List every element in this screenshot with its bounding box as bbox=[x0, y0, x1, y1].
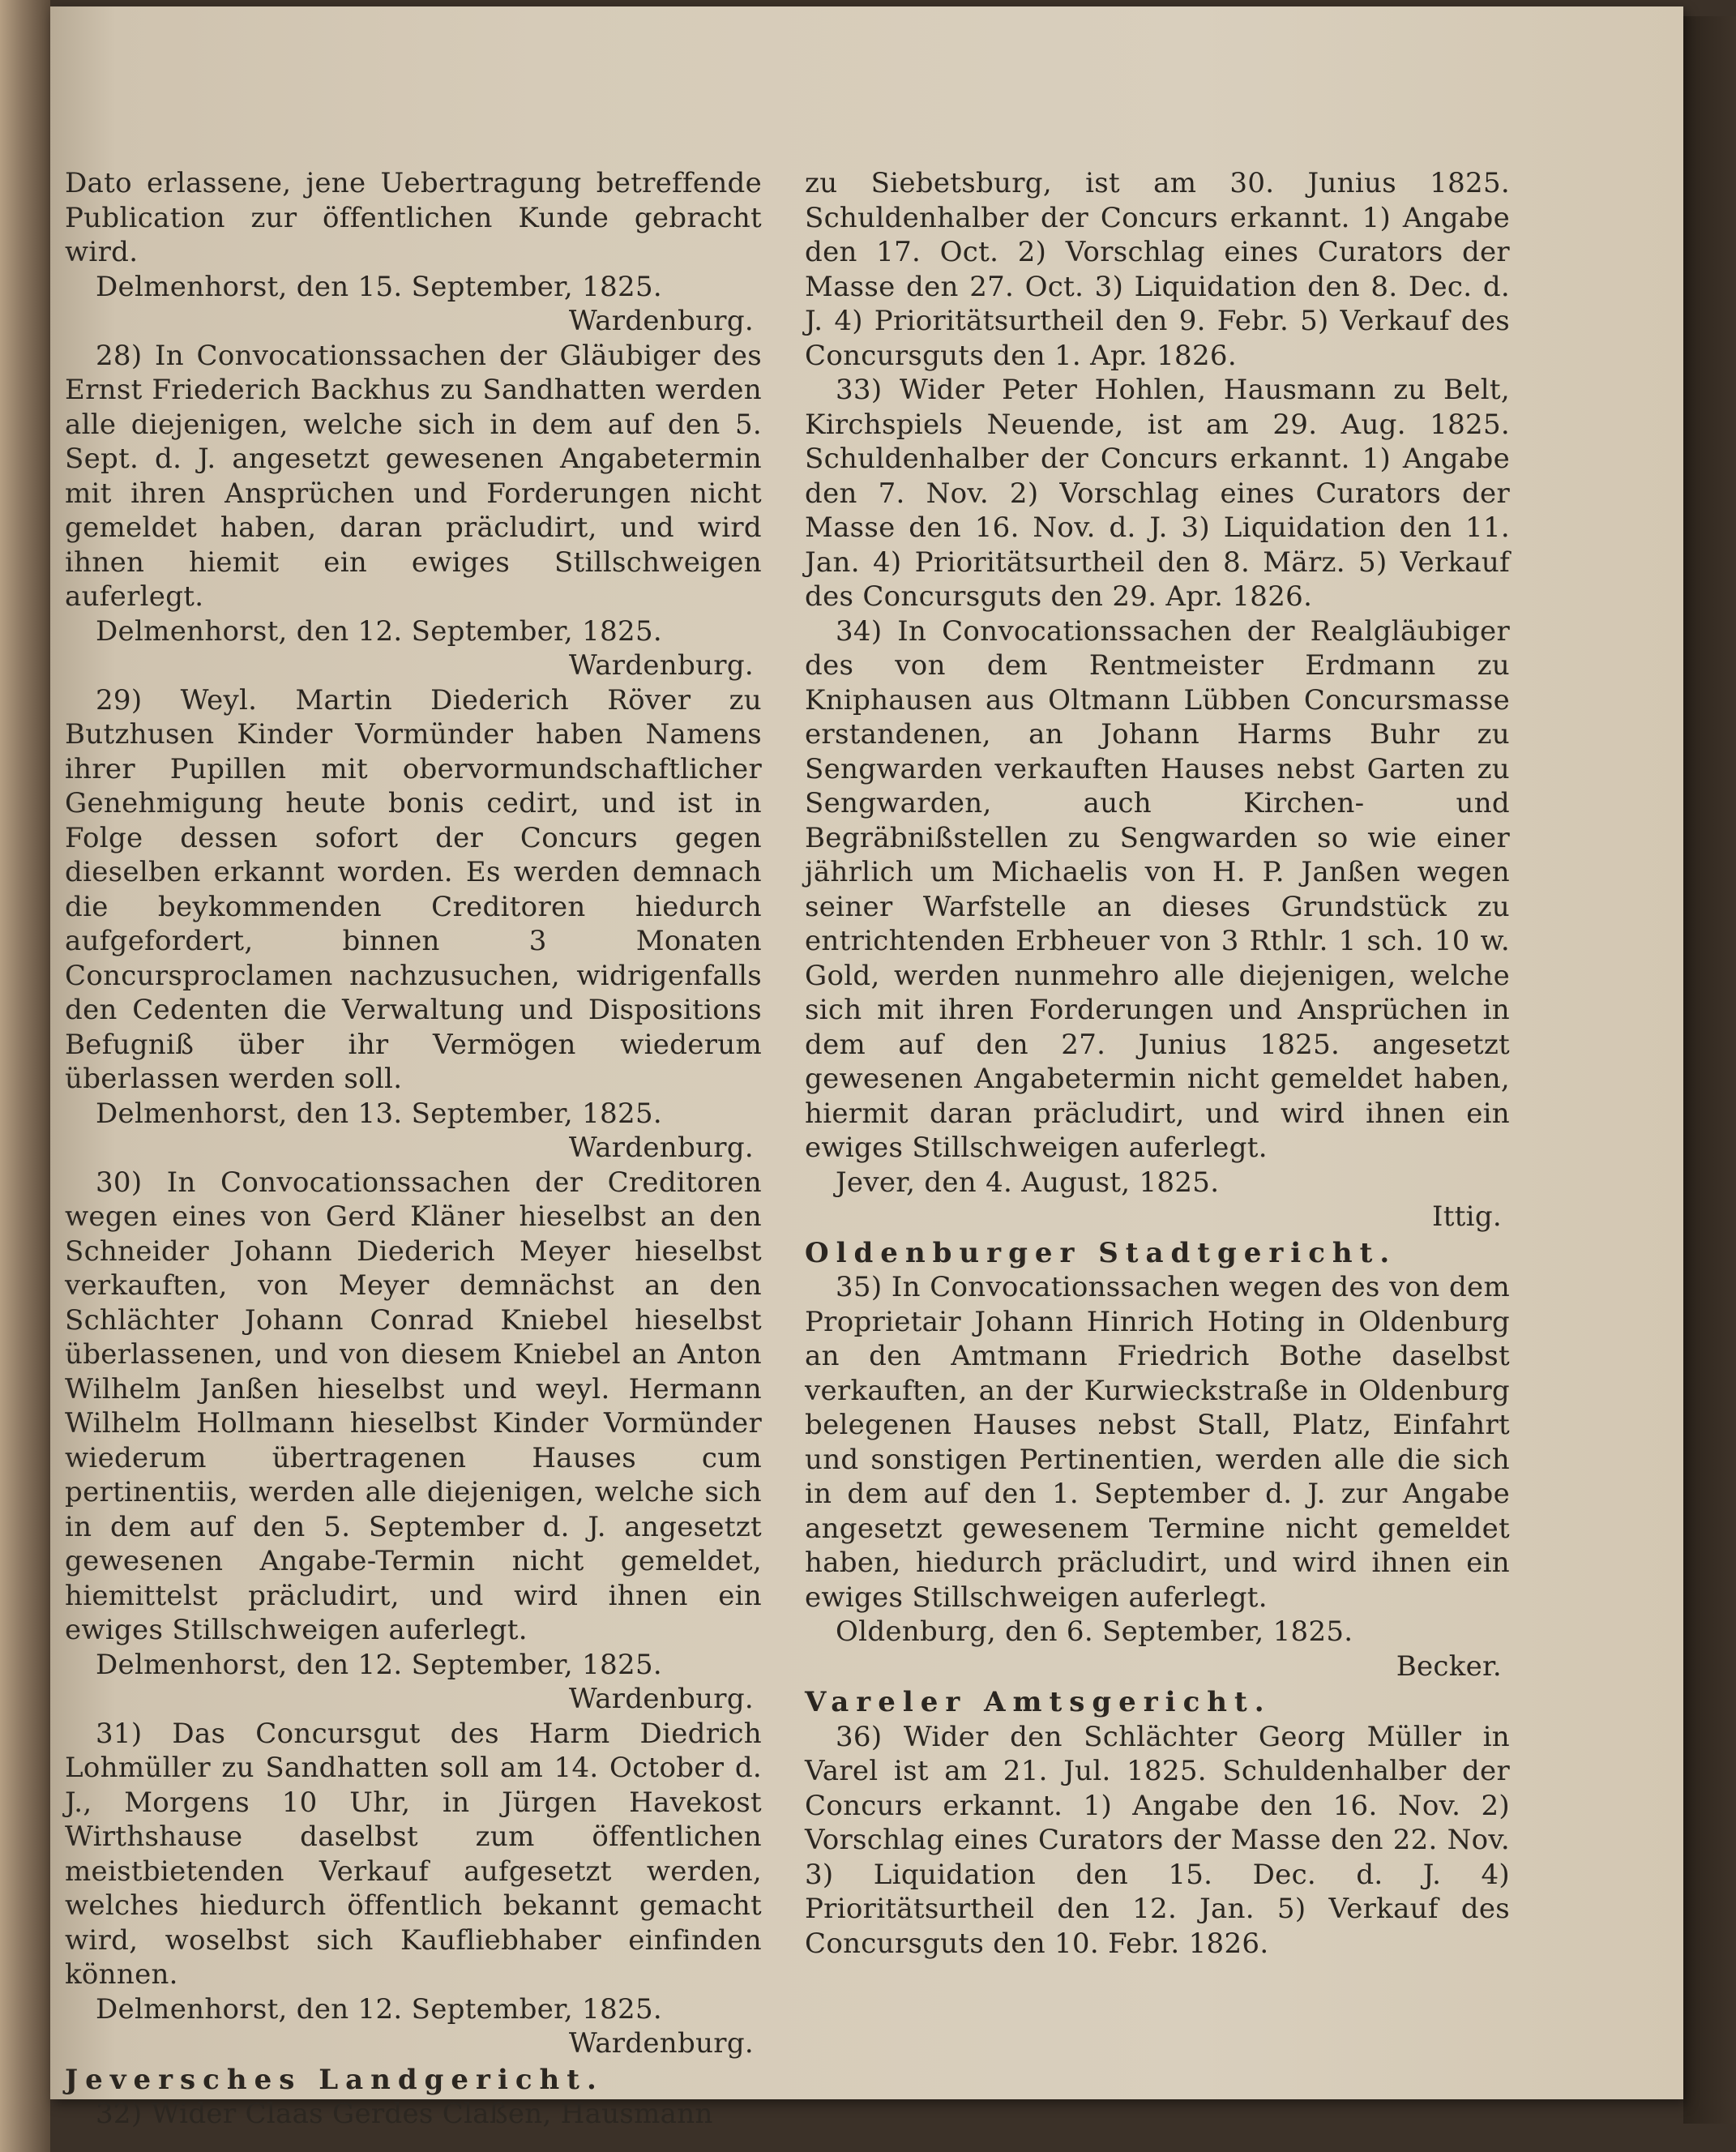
page-edge bbox=[1683, 16, 1736, 2124]
place-date-line: Jever, den 4. August, 1825. bbox=[836, 1166, 1220, 1199]
court-heading: Jeversches Landgericht. bbox=[65, 2063, 604, 2096]
notice-paragraph: 28) In Convocationssachen der Gläubiger des Ernst Friederich Backhus zu Sandhatten werden alle diejenigen, welche sich in dem auf den 5. Sept. d. J. angesetzt gewesenen Angabetermin mit ihren Ansprüchen und Forderungen nicht gemeldet haben, daran präcludirt, und wird ihnen hiemit ein ewiges Stillschweigen auferlegt. bbox=[65, 339, 762, 613]
signature: Wardenburg. bbox=[568, 1132, 754, 1164]
notice-paragraph: 30) In Convocationssachen der Creditoren wegen eines von Gerd Kläner hieselbst an den Schneider Johann Diederich Meyer hieselbst verkauften, von Meyer demnächst an den Schlächter Johann Conrad Kniebel hieselbst überlassenen, und von diesem Kniebel an Anton Wilhelm Janßen hieselbst und weyl. Hermann Wilhelm Hollmann hieselbst Kinder Vormünder wiederum übertragenen Hauses cum pertinentiis, werden alle diejenigen, welche sich in dem auf den 5. September d. J. angesetzt gewesenen Angabe-Termin nicht gemeldet, hiemittelst präcludirt, und wird ihnen ein ewiges Stillschweigen auferlegt. bbox=[65, 1166, 762, 1646]
notice-paragraph: 36) Wider den Schlächter Georg Müller in Varel ist am 21. Jul. 1825. Schuldenhalber der Concurs erkannt. 1) Angabe den 16. Nov. 2) Vorschlag eines Curators der Masse den 22. Nov. 3) Liquidation den 15. Dec. d. J. 4) Prioritätsurtheil den 12. Jan. 5) Verkauf des Concursguts den 10. Febr. 1826. bbox=[805, 1720, 1510, 1960]
right-column bbox=[805, 166, 1510, 1961]
place-date-line: Delmenhorst, den 12. September, 1825. bbox=[96, 1648, 662, 1681]
signature: Becker. bbox=[1396, 1649, 1502, 1683]
signature: Wardenburg. bbox=[568, 649, 754, 682]
notice-paragraph: 32) Wider Claas Gerdes Claßen, Hausmann bbox=[96, 2098, 713, 2130]
signature: Wardenburg. bbox=[568, 305, 754, 337]
place-date-line: Delmenhorst, den 12. September, 1825. bbox=[96, 614, 662, 648]
court-heading: Vareler Amtsgericht. bbox=[805, 1686, 1272, 1718]
notice-paragraph: 34) In Convocationssachen der Realgläubiger des von dem Rentmeister Erdmann zu Kniphausen aus Oltmann Lübben Concursmasse erstandenen, an Johann Harms Buhr zu Sengwarden verkauften Hauses nebst Garten zu Sengwarden, auch Kirchen- und Begräbnißstellen zu Sengwarden so wie einer jährlich um Michaelis von H. P. Janßen wegen seiner Warfstelle an dieses Grundstück zu entrichtenden Erbheuer von 3 Rthlr. 1 sch. 10 w. Gold, werden nunmehro alle diejenigen, welche sich mit ihren Forderungen und Ansprüchen in dem auf den 27. Junius 1825. angesetzt gewesenen Angabetermin nicht gemeldet haben, hiermit daran präcludirt, und wird ihnen ein ewiges Stillschweigen auferlegt. bbox=[805, 614, 1510, 1164]
place-date-line: Delmenhorst, den 15. September, 1825. bbox=[96, 270, 662, 303]
signature: Wardenburg. bbox=[568, 2027, 754, 2060]
notice-paragraph: 31) Das Concursgut des Harm Diedrich Lohmüller zu Sandhatten soll am 14. October d. J., Morgens 10 Uhr, in Jürgen Havekost Wirthshause daselbst zum öffentlichen meistbietenden Verkauf aufgesetzt werden, welches hiedurch öffentlich bekannt gemacht wird, woselbst sich Kaufliebhaber einfinden können. bbox=[65, 1717, 762, 1991]
signature: Ittig. bbox=[1431, 1200, 1502, 1233]
place-date-line: Delmenhorst, den 12. September, 1825. bbox=[96, 1992, 662, 2026]
notice-paragraph: 33) Wider Peter Hohlen, Hausmann zu Belt, Kirchspiels Neuende, ist am 29. Aug. 1825. Schuldenhalber der Concurs erkannt. 1) Angabe den 7. Nov. 2) Vorschlag eines Curators der Masse den 16. Nov. d. J. 3) Liquidation den 11. Jan. 4) Prioritätsurtheil den 8. März. 5) Verkauf des Concursguts den 29. Apr. 1826. bbox=[805, 374, 1510, 613]
notice-paragraph: 35) In Convocationssachen wegen des von dem Proprietair Johann Hinrich Hoting in Oldenburg an den Amtmann Friedrich Bothe daselbst verkauften, an der Kurwieckstraße in Oldenburg belegenen Hauses nebst Stall, Platz, Einfahrt und sonstigen Pertinentien, werden alle die sich in dem auf den 1. September d. J. zur Angabe angesetzt gewesenem Termine nicht gemeldet haben, hiedurch präcludirt, und wird ihnen ein ewiges Stillschweigen auferlegt. bbox=[805, 1271, 1510, 1614]
signature: Wardenburg. bbox=[568, 1683, 754, 1715]
notice-paragraph: Dato erlassene, jene Uebertragung betreffende Publication zur öffentlichen Kunde gebracht wird. bbox=[65, 167, 762, 268]
book-spine bbox=[0, 0, 50, 2152]
place-date-line: Oldenburg, den 6. September, 1825. bbox=[836, 1615, 1353, 1648]
notice-paragraph: zu Siebetsburg, ist am 30. Junius 1825. Schuldenhalber der Concurs erkannt. 1) Angabe den 17. Oct. 2) Vorschlag eines Curators der Masse den 27. Oct. 3) Liquidation den 8. Dec. d. J. 4) Prioritätsurtheil den 9. Febr. 5) Verkauf des Concursguts den 1. Apr. 1826. bbox=[805, 167, 1510, 372]
court-heading: Oldenburger Stadtgericht. bbox=[805, 1236, 1397, 1269]
left-column bbox=[65, 166, 762, 2132]
place-date-line: Delmenhorst, den 13. September, 1825. bbox=[96, 1097, 662, 1130]
notice-paragraph: 29) Weyl. Martin Diederich Röver zu Butzhusen Kinder Vormünder haben Namens ihrer Pupillen mit obervormundschaftlicher Genehmigung heute bonis cedirt, und ist in Folge dessen sofort der Concurs gegen dieselben erkannt worden. Es werden demnach die beykommenden Creditoren hiedurch aufgefordert, binnen 3 Monaten Concursproclamen nachzusuchen, widrigenfalls den Cedenten die Verwaltung und Dispositions Befugniß über ihr Vermögen wiederum überlassen werden soll. bbox=[65, 683, 762, 1095]
